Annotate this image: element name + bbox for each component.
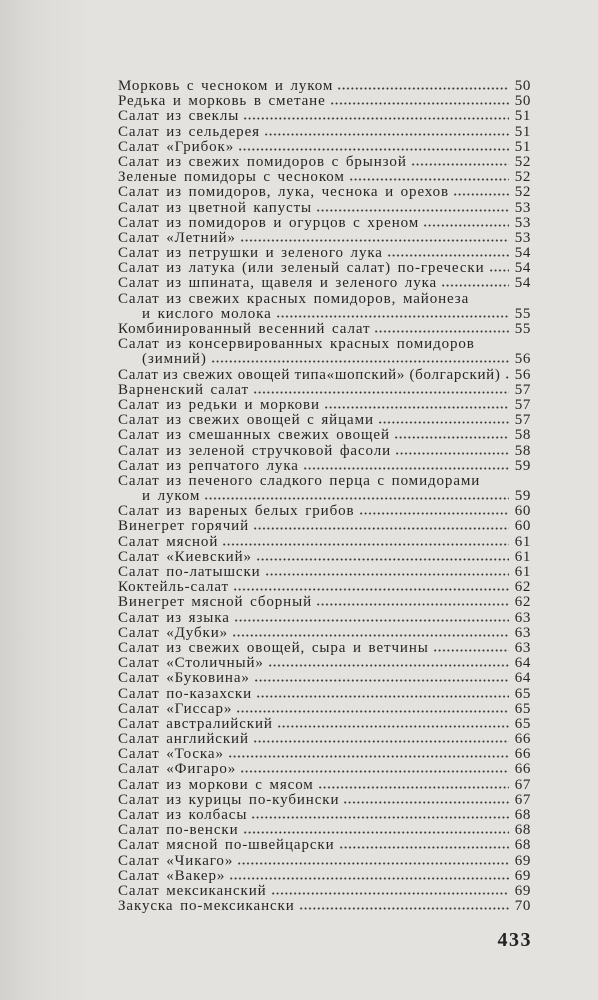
toc-entry-line: [118, 368, 531, 383]
toc-entry: [118, 611, 531, 626]
dot-leader: [233, 588, 509, 591]
toc-entry-title: Салат из свежих красных помидоров, майонеза: [118, 291, 470, 307]
toc-entry-page-number: 57: [514, 382, 531, 398]
toc-entry: [118, 504, 531, 519]
toc-entry: [118, 869, 531, 884]
toc-entry-title: Салат из вареных белых грибов: [118, 504, 355, 520]
toc-entry-title: Салат «Дубки»: [118, 625, 229, 641]
toc-entry-title: Салат из консервированных красных помидоров: [118, 337, 475, 353]
toc-entry-title: Салат из свежих овощей, сыра и ветчины: [118, 640, 429, 656]
toc-entry-line: [118, 656, 531, 671]
toc-entry: [118, 565, 531, 580]
toc-entry-page-number: 58: [514, 443, 531, 459]
toc-entry-page-number: 60: [514, 519, 531, 535]
toc-entry-title: Комбинированный весенний салат: [118, 322, 371, 337]
dot-leader: [316, 603, 509, 606]
toc-entry-line: [118, 109, 531, 124]
page-number: 433: [497, 929, 532, 951]
toc-entry: [118, 444, 531, 459]
toc-entry-title: Салат мясной: [118, 534, 219, 550]
toc-entry-page-number: 50: [514, 79, 531, 94]
toc-entry-line: [118, 185, 531, 200]
toc-entry-page-number: 67: [514, 777, 531, 793]
toc-entry-title: Редька и морковь в сметане: [118, 94, 326, 110]
toc-entry-title: и луком: [142, 489, 201, 505]
toc-entry: [118, 79, 531, 94]
toc-entry-line: [118, 611, 531, 626]
toc-entry-title: Салат мексиканский: [118, 883, 267, 899]
toc-entry-line: [118, 170, 531, 185]
toc-entry: [118, 580, 531, 595]
toc-entry-page-number: 57: [514, 413, 531, 429]
toc-entry-line: [118, 535, 531, 550]
toc-entry-title: Салат «Фигаро»: [118, 762, 237, 778]
toc-entry-line: [118, 261, 531, 276]
toc-entry-title: Салат из печеного сладкого перца с помидорами: [118, 473, 481, 489]
toc-entry: [118, 535, 531, 550]
toc-entry-title: Салат из репчатого лука: [118, 458, 299, 474]
toc-entry-page-number: 64: [514, 656, 531, 672]
dot-leader: [211, 360, 509, 363]
toc-entry-line: [118, 793, 531, 808]
toc-entry-title: Салат из помидоров и огурцов с хреном: [118, 215, 420, 231]
dot-leader: [256, 558, 509, 561]
dot-leader: [378, 421, 509, 424]
toc-entry: [118, 808, 531, 823]
toc-entry: [118, 793, 531, 808]
toc-entry-line: [118, 762, 531, 777]
toc-entry-title: Коктейль-салат: [118, 580, 229, 596]
toc-entry-line: [118, 808, 531, 823]
toc-entry-page-number: 55: [514, 322, 531, 337]
toc-entry-line: [118, 383, 531, 398]
toc-entry: [118, 884, 531, 899]
toc-entry-line: [118, 337, 531, 352]
toc-entry-line: [118, 276, 531, 291]
toc-entry: [118, 337, 531, 367]
toc-entry-line: [118, 838, 531, 853]
toc-entry: [118, 762, 531, 777]
toc-entry-page-number: 53: [514, 200, 531, 216]
dot-leader: [254, 679, 509, 682]
toc-entry-line: [118, 626, 531, 641]
toc-entry: [118, 459, 531, 474]
toc-entry-line: [118, 231, 531, 246]
toc-entry-page-number: 65: [514, 716, 531, 732]
toc-entry-page-number: 63: [514, 625, 531, 641]
toc-entry-page-number: 63: [514, 640, 531, 656]
toc-entry-page-number: 58: [514, 428, 531, 444]
toc-entry-title: Салат из колбасы: [118, 808, 248, 823]
toc-entry-page-number: 59: [514, 458, 531, 474]
table-of-contents: [118, 79, 531, 914]
toc-entry-title: Салат из свежих помидоров с брынзой: [118, 154, 407, 170]
dot-leader: [489, 269, 509, 272]
toc-entry-title: Варненский салат: [118, 382, 249, 398]
toc-entry-line: [118, 717, 531, 732]
toc-entry-page-number: 50: [514, 94, 531, 110]
toc-entry: [118, 626, 531, 641]
toc-entry-page-number: 62: [514, 595, 531, 611]
dot-leader: [343, 801, 509, 804]
dot-leader: [238, 148, 509, 151]
toc-entry-page-number: 66: [514, 732, 531, 748]
toc-entry-continuation-line: [118, 307, 531, 322]
toc-entry: [118, 246, 531, 261]
toc-entry-page-number: 67: [514, 792, 531, 808]
toc-entry-page-number: 54: [514, 246, 531, 262]
toc-entry: [118, 216, 531, 231]
toc-entry-title: Салат из помидоров, лука, чеснока и орехов: [118, 185, 450, 201]
dot-leader: [318, 786, 509, 789]
toc-entry-title: Салат «Буковина»: [118, 671, 250, 687]
toc-entry-line: [118, 854, 531, 869]
toc-entry-title: Салат мясной по-швейцарски: [118, 838, 335, 854]
toc-entry-page-number: 56: [514, 367, 531, 383]
toc-entry: [118, 292, 531, 322]
toc-entry-page-number: 57: [514, 397, 531, 413]
toc-entry: [118, 413, 531, 428]
toc-entry-continuation-line: [118, 489, 531, 504]
toc-entry: [118, 778, 531, 793]
toc-entry: [118, 231, 531, 246]
toc-entry: [118, 823, 531, 838]
dot-leader: [359, 512, 509, 515]
toc-entry-title: Винегрет мясной сборный: [118, 595, 312, 611]
toc-entry: [118, 201, 531, 216]
dot-leader: [299, 907, 509, 910]
toc-entry-page-number: 70: [514, 899, 531, 915]
toc-entry-title: Закуска по-мексикански: [118, 899, 295, 915]
toc-entry-line: [118, 125, 531, 140]
toc-entry: [118, 276, 531, 291]
dot-leader: [395, 452, 509, 455]
toc-entry-title: Салат из смешанных свежих овощей: [118, 428, 390, 444]
toc-entry-page-number: 68: [514, 823, 531, 839]
dot-leader: [324, 406, 509, 409]
toc-entry: [118, 170, 531, 185]
toc-entry-page-number: 53: [514, 230, 531, 246]
dot-leader: [505, 376, 509, 379]
toc-entry-page-number: 53: [514, 215, 531, 231]
toc-entry-title: Салат «Вакер»: [118, 868, 226, 884]
toc-entry-title: Салат из сельдерея: [118, 124, 260, 140]
toc-entry-title: Салат из петрушки и зеленого лука: [118, 246, 383, 262]
toc-entry-title: Салат из латука (или зеленый салат) по-гречески: [118, 261, 485, 277]
toc-entry-page-number: 52: [514, 154, 531, 170]
toc-entry-title: Салат из языка: [118, 610, 230, 626]
toc-entry: [118, 94, 531, 109]
dot-leader: [268, 664, 509, 667]
dot-leader: [303, 467, 509, 470]
toc-entry-title: Салат австралийский: [118, 716, 273, 732]
toc-entry: [118, 687, 531, 702]
toc-entry-line: [118, 398, 531, 413]
toc-entry: [118, 261, 531, 276]
toc-entry-page-number: 55: [514, 306, 531, 322]
toc-entry-title: Салат из зеленой стручковой фасоли: [118, 443, 392, 459]
dot-leader: [253, 740, 509, 743]
toc-entry-line: [118, 702, 531, 717]
toc-entry-page-number: 56: [514, 352, 531, 368]
dot-leader: [228, 755, 509, 758]
toc-entry-page-number: 61: [514, 549, 531, 565]
toc-entry-title: Салат английский: [118, 732, 249, 748]
dot-leader: [453, 193, 509, 196]
toc-entry-line: [118, 94, 531, 109]
toc-entry-title: Салат по-казахски: [118, 686, 253, 702]
toc-entry-line: [118, 413, 531, 428]
toc-entry-page-number: 64: [514, 671, 531, 687]
toc-entry-line: [118, 580, 531, 595]
toc-entry: [118, 322, 531, 337]
dot-leader: [253, 391, 509, 394]
dot-leader: [276, 315, 509, 318]
toc-entry-page-number: 66: [514, 762, 531, 778]
dot-leader: [265, 573, 509, 576]
dot-leader: [253, 527, 509, 530]
dot-leader: [337, 87, 509, 90]
toc-entry-line: [118, 322, 531, 337]
toc-entry-page-number: 66: [514, 747, 531, 763]
toc-entry: [118, 155, 531, 170]
dot-leader: [330, 102, 509, 105]
dot-leader: [256, 695, 509, 698]
toc-entry-line: [118, 641, 531, 656]
toc-entry-line: [118, 687, 531, 702]
toc-entry: [118, 474, 531, 504]
toc-entry-line: [118, 79, 531, 94]
toc-entry-line: [118, 155, 531, 170]
toc-entry-page-number: 54: [514, 276, 531, 292]
dot-leader: [240, 239, 509, 242]
toc-entry: [118, 656, 531, 671]
toc-entry-line: [118, 201, 531, 216]
toc-entry-page-number: 69: [514, 868, 531, 884]
toc-entry: [118, 702, 531, 717]
dot-leader: [240, 770, 509, 773]
dot-leader: [237, 862, 509, 865]
toc-entry-title: Салат из редьки и моркови: [118, 397, 320, 413]
toc-entry-page-number: 68: [514, 808, 531, 823]
toc-entry-title: Винегрет горячий: [118, 519, 250, 535]
toc-entry-page-number: 51: [514, 109, 531, 125]
toc-entry-page-number: 51: [514, 124, 531, 140]
toc-entry-title: Салат из свеклы: [118, 109, 240, 125]
toc-entry: [118, 109, 531, 124]
toc-entry-title: Салат «Чикаго»: [118, 853, 234, 869]
toc-entry-line: [118, 869, 531, 884]
toc-entry: [118, 368, 531, 383]
toc-entry-line: [118, 246, 531, 261]
dot-leader: [441, 284, 509, 287]
toc-entry-page-number: 63: [514, 610, 531, 626]
toc-entry-line: [118, 899, 531, 914]
dot-leader: [277, 725, 509, 728]
dot-leader: [236, 710, 509, 713]
toc-entry-page-number: 61: [514, 534, 531, 550]
toc-entry-page-number: 65: [514, 701, 531, 717]
toc-entry: [118, 747, 531, 762]
dot-leader: [243, 117, 509, 120]
toc-entry: [118, 519, 531, 534]
toc-entry-page-number: 52: [514, 185, 531, 201]
dot-leader: [423, 224, 509, 227]
toc-entry-title: Салат из свежих овощей типа«шопский» (болгарский): [118, 367, 501, 383]
toc-entry: [118, 185, 531, 200]
dot-leader: [433, 649, 509, 652]
toc-entry-page-number: 69: [514, 883, 531, 899]
toc-entry-title: Салат «Киевский»: [118, 549, 252, 565]
toc-entry-line: [118, 550, 531, 565]
toc-entry-page-number: 60: [514, 504, 531, 520]
toc-entry-title: Салат из цветной капусты: [118, 200, 313, 216]
toc-entry: [118, 899, 531, 914]
dot-leader: [243, 831, 509, 834]
toc-entry-line: [118, 732, 531, 747]
toc-entry-line: [118, 474, 531, 489]
dot-leader: [222, 543, 509, 546]
toc-entry: [118, 595, 531, 610]
toc-entry-continuation-line: [118, 352, 531, 367]
toc-entry-line: [118, 884, 531, 899]
toc-entry: [118, 732, 531, 747]
dot-leader: [204, 497, 509, 500]
toc-entry-page-number: 69: [514, 853, 531, 869]
toc-entry-line: [118, 216, 531, 231]
dot-leader: [411, 163, 509, 166]
toc-entry-line: [118, 459, 531, 474]
toc-entry-page-number: 65: [514, 686, 531, 702]
toc-entry-page-number: 51: [514, 139, 531, 155]
toc-entry: [118, 671, 531, 686]
toc-entry-line: [118, 778, 531, 793]
toc-entry-page-number: 54: [514, 261, 531, 277]
toc-entry-title: Салат из свежих овощей с яйцами: [118, 413, 374, 429]
toc-entry-line: [118, 444, 531, 459]
toc-entry-title: Салат «Летний»: [118, 230, 236, 246]
toc-entry: [118, 140, 531, 155]
toc-entry-line: [118, 292, 531, 307]
dot-leader: [234, 619, 509, 622]
toc-entry-title: Зеленые помидоры с чесноком: [118, 170, 345, 186]
toc-entry-title: Салат «Тоска»: [118, 747, 224, 763]
toc-entry-page-number: 68: [514, 838, 531, 854]
toc-entry: [118, 383, 531, 398]
toc-entry: [118, 854, 531, 869]
toc-entry-title: Салат «Гиссар»: [118, 701, 233, 717]
dot-leader: [316, 209, 509, 212]
toc-entry-page-number: 59: [514, 489, 531, 505]
toc-entry-title: Салат «Столичный»: [118, 656, 264, 672]
toc-entry-page-number: 52: [514, 170, 531, 186]
toc-entry-line: [118, 504, 531, 519]
toc-entry-page-number: 61: [514, 565, 531, 580]
dot-leader: [339, 846, 509, 849]
dot-leader: [271, 892, 509, 895]
toc-entry-line: [118, 747, 531, 762]
toc-entry-line: [118, 565, 531, 580]
toc-entry-line: [118, 671, 531, 686]
toc-entry-title: Салат из шпината, щавеля и зеленого лука: [118, 276, 438, 292]
toc-entry-page-number: 62: [514, 580, 531, 596]
toc-entry: [118, 838, 531, 853]
dot-leader: [264, 133, 509, 136]
toc-entry-title: Салат «Грибок»: [118, 139, 235, 155]
toc-entry-title: Салат из моркови с мясом: [118, 777, 314, 793]
toc-entry-title: Салат из курицы по-кубински: [118, 792, 340, 808]
toc-entry: [118, 398, 531, 413]
dot-leader: [251, 816, 509, 819]
toc-entry: [118, 125, 531, 140]
toc-entry: [118, 550, 531, 565]
dot-leader: [232, 634, 509, 637]
toc-entry-title: Морковь с чесноком и луком: [118, 79, 334, 94]
toc-entry-title: Салат по-латышски: [118, 565, 261, 580]
toc-entry: [118, 428, 531, 443]
toc-entry-title: (зимний): [142, 352, 207, 368]
dot-leader: [394, 436, 509, 439]
dot-leader: [374, 330, 509, 333]
toc-entry-line: [118, 140, 531, 155]
dot-leader: [387, 254, 509, 257]
toc-entry-line: [118, 823, 531, 838]
toc-entry-line: [118, 595, 531, 610]
toc-entry-line: [118, 428, 531, 443]
toc-entry-title: и кислого молока: [142, 306, 272, 322]
toc-entry: [118, 641, 531, 656]
dot-leader: [349, 178, 509, 181]
dot-leader: [229, 877, 509, 880]
toc-entry-line: [118, 519, 531, 534]
toc-entry-title: Салат по-венски: [118, 823, 239, 839]
toc-entry: [118, 717, 531, 732]
